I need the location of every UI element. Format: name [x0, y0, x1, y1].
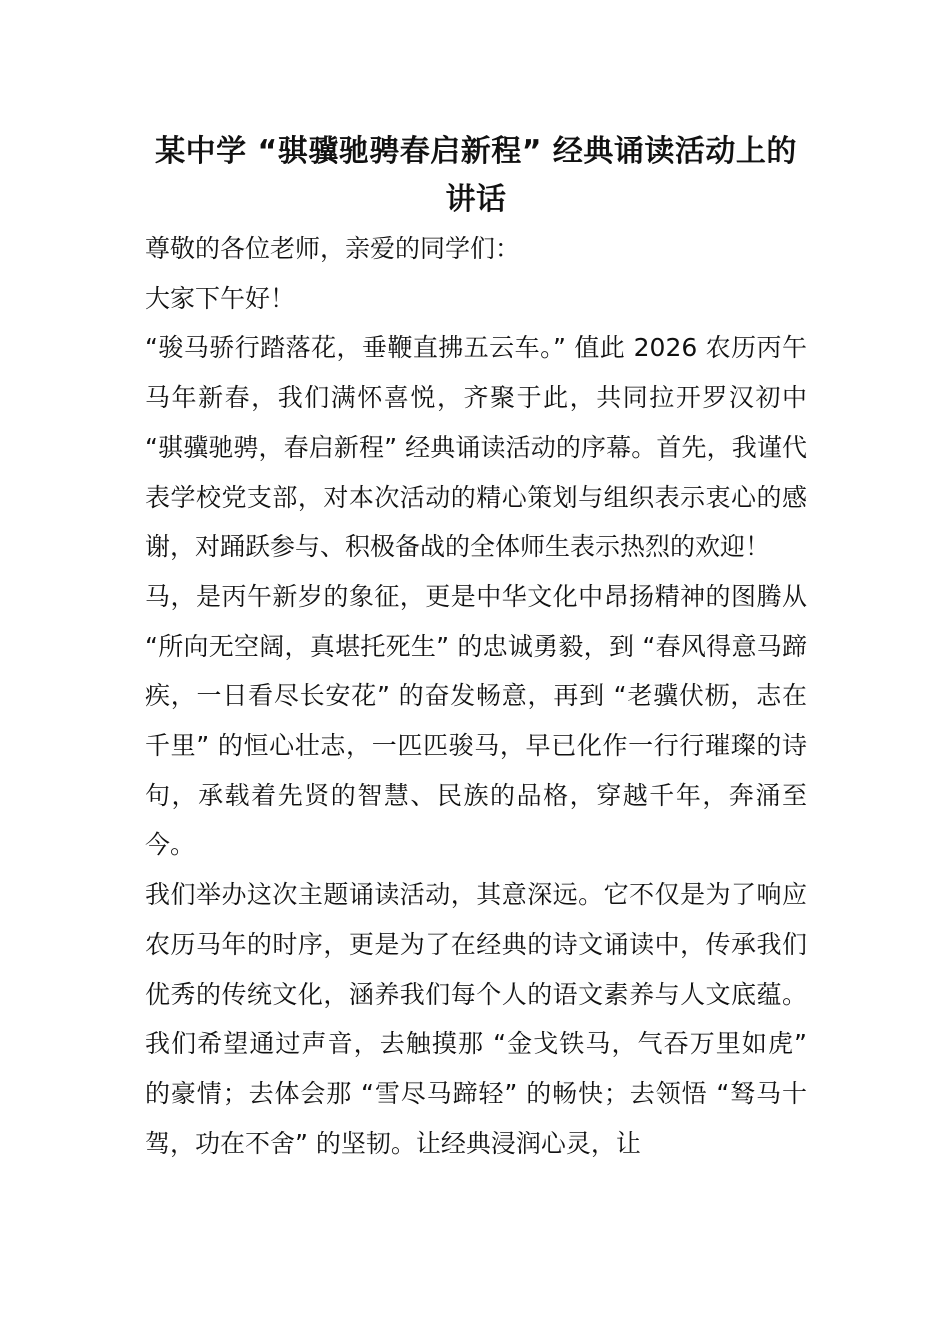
greeting: 大家下午好！: [145, 283, 296, 313]
document-page: [145, 128, 807, 1168]
paragraph-1: “骏马骄行踏落花，垂鞭直拂五云车。” 值此 2026 农历丙午马年新春，我们满怀喜悦，齐聚于此，共同拉开罗汉初中 “骐骥驰骋，春启新程” 经典诵读活动的序幕。首先，我谨代表学校党支部，对本次活动的精心策划与组织表示衷心的感谢，对踊跃参与、积极备战的全体师生表示热烈的欢迎！: [145, 333, 807, 562]
salutation: 尊敬的各位老师，亲爱的同学们：: [145, 234, 521, 263]
paragraph-3: 我们举办这次主题诵读活动，其意深远。它不仅是为了响应农历马年的时序，更是为了在经典的诗文诵读中，传承我们优秀的传统文化，涵养我们每个人的语文素养与人文底蕴。我们希望通过声音，去触摸那 “金戈铁马，气吞万里如虎” 的豪情；去体会那 “雪尽马蹄轻” 的畅快；去领悟 “驽马十驾，功在不舍” 的坚韧。让经典浸润心灵，让: [145, 880, 807, 1158]
document-body: [145, 224, 807, 1168]
paragraph-2: 马，是丙午新岁的象征，更是中华文化中昂扬精神的图腾从 “所向无空阔，真堪托死生” 的忠诚勇毅，到 “春风得意马蹄疾，一日看尽长安花” 的奋发畅意，再到 “老骥伏枥，志在千里” 的恒心壮志，一匹匹骏马，早已化作一行行璀璨的诗句，承载着先贤的智慧、民族的品格，穿越千年，奔涌至今。: [145, 581, 807, 860]
document-title: 某中学 “骐骥驰骋春启新程” 经典诵读活动上的讲话: [155, 134, 797, 217]
